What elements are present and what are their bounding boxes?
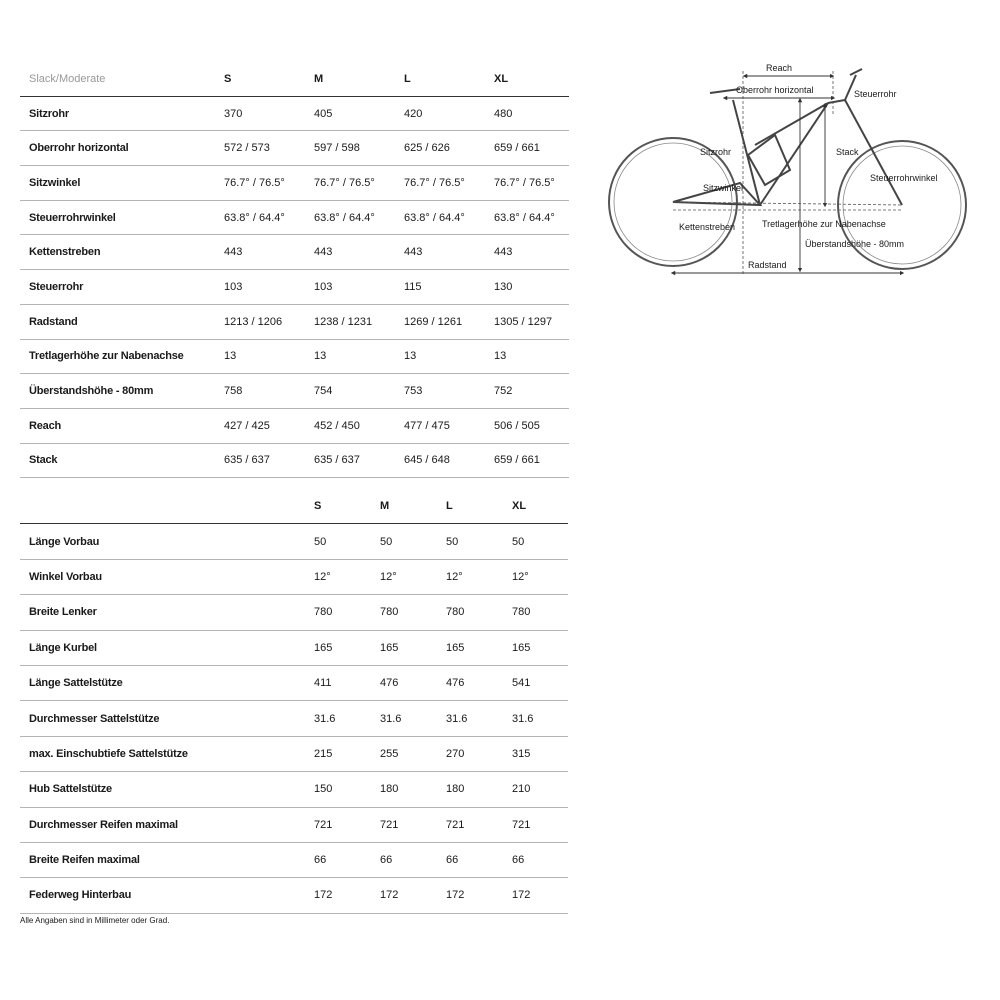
geometry-cell: 1238 / 1231 — [314, 315, 373, 328]
components-cell: 476 — [446, 677, 465, 690]
geometry-row — [20, 408, 569, 443]
variant-label: Slack/Moderate — [29, 72, 106, 85]
geometry-cell: 427 / 425 — [224, 419, 270, 432]
label-sitzrohr: Sitzrohr — [700, 147, 732, 157]
geometry-row — [20, 270, 569, 305]
size-header-m: M — [314, 72, 324, 85]
components-cell: 476 — [380, 677, 399, 690]
components-row-label: Länge Vorbau — [29, 535, 100, 548]
geometry-cell: 13 — [494, 350, 507, 363]
components-cell: 780 — [314, 606, 333, 619]
label-sitzwinkel: Sitzwinkel — [703, 183, 744, 193]
geometry-cell: 635 / 637 — [224, 454, 270, 467]
geometry-cell: 1269 / 1261 — [404, 315, 463, 328]
components-cell: 12° — [314, 570, 331, 583]
components-cell: 215 — [314, 747, 333, 760]
geometry-cell: 443 — [314, 246, 333, 259]
components-cell: 12° — [380, 570, 397, 583]
components-cell: 12° — [512, 570, 529, 583]
geometry-row — [20, 235, 569, 270]
geometry-row — [20, 339, 569, 374]
components-cell: 31.6 — [446, 712, 468, 725]
components-cell: 411 — [314, 677, 332, 690]
geometry-cell: 115 — [404, 280, 422, 293]
components-row-label: Länge Sattelstütze — [29, 677, 123, 690]
components-cell: 210 — [512, 783, 531, 796]
components-cell: 780 — [512, 606, 531, 619]
components-row-label: Länge Kurbel — [29, 641, 97, 654]
components-corner — [20, 489, 305, 524]
geometry-cell: 63.8° / 64.4° — [494, 211, 555, 224]
components-cell: 721 — [314, 818, 333, 831]
geometry-row — [20, 374, 569, 409]
label-ueberstand: Überstandshöhe - 80mm — [805, 239, 905, 249]
geometry-row-label: Oberrohr horizontal — [29, 142, 129, 155]
geometry-cell: 443 — [224, 246, 243, 259]
components-cell: 66 — [446, 854, 459, 867]
geometry-cell: 625 / 626 — [404, 142, 450, 155]
components-row — [20, 524, 568, 559]
geometry-cell: 13 — [314, 350, 327, 363]
geometry-cell: 1305 / 1297 — [494, 315, 553, 328]
comp-size-header-l: L — [446, 500, 453, 513]
geometry-cell: 1213 / 1206 — [224, 315, 283, 328]
size-header-s: S — [224, 72, 232, 85]
components-cell: 721 — [512, 818, 531, 831]
components-cell: 12° — [446, 570, 463, 583]
components-cell: 50 — [314, 535, 327, 548]
components-cell: 541 — [512, 677, 531, 690]
components-row — [20, 630, 568, 665]
geometry-cell: 405 — [314, 107, 333, 120]
geometry-cell: 13 — [404, 350, 417, 363]
components-cell: 315 — [512, 747, 531, 760]
geometry-row-label: Steuerrohr — [29, 280, 84, 293]
label-stack: Stack — [836, 147, 859, 157]
comp-size-header-s: S — [314, 500, 322, 513]
geometry-cell: 645 / 648 — [404, 454, 450, 467]
components-row — [20, 595, 568, 630]
geometry-cell: 659 / 661 — [494, 142, 540, 155]
components-row — [20, 665, 568, 700]
components-cell: 66 — [314, 854, 327, 867]
geometry-cell: 76.7° / 76.5° — [404, 176, 465, 189]
components-cell: 66 — [380, 854, 393, 867]
geometry-cell: 477 / 475 — [404, 419, 450, 432]
components-cell: 721 — [446, 818, 465, 831]
size-header-xl: XL — [494, 72, 509, 85]
geometry-cell: 63.8° / 64.4° — [314, 211, 375, 224]
components-row — [20, 878, 568, 913]
components-row-label: Durchmesser Sattelstütze — [29, 712, 160, 725]
components-row — [20, 807, 568, 842]
geometry-row-label: Radstand — [29, 315, 78, 328]
geometry-cell: 572 / 573 — [224, 142, 270, 155]
components-cell: 50 — [512, 535, 525, 548]
components-row-label: max. Einschubtiefe Sattelstütze — [29, 747, 188, 760]
geometry-cell: 76.7° / 76.5° — [494, 176, 555, 189]
components-cell: 165 — [314, 641, 333, 654]
label-tretlager: Tretlagerhöhe zur Nabenachse — [762, 219, 886, 229]
components-row — [20, 736, 568, 771]
components-cell: 150 — [314, 783, 333, 796]
components-cell: 180 — [446, 783, 465, 796]
components-cell: 255 — [380, 747, 399, 760]
geometry-cell: 63.8° / 64.4° — [404, 211, 465, 224]
components-row-label: Hub Sattelstütze — [29, 783, 112, 796]
components-row — [20, 559, 568, 594]
geometry-row-label: Überstandshöhe - 80mm — [29, 385, 154, 398]
geometry-cell: 420 — [404, 107, 423, 120]
label-steuerrohrwinkel: Steuerrohrwinkel — [870, 173, 938, 183]
geometry-cell: 659 / 661 — [494, 454, 540, 467]
bike-geometry-diagram — [600, 55, 980, 290]
geometry-row — [20, 96, 569, 131]
components-row-label: Breite Reifen maximal — [29, 854, 140, 867]
geometry-cell: 443 — [494, 246, 513, 259]
components-cell: 780 — [446, 606, 465, 619]
label-kettenstreben: Kettenstreben — [679, 222, 736, 232]
size-header-l: L — [404, 72, 411, 85]
components-cell: 172 — [512, 889, 531, 902]
geometry-row-label: Reach — [29, 419, 62, 432]
geometry-cell: 103 — [224, 280, 243, 293]
components-row-label: Federweg Hinterbau — [29, 889, 132, 902]
geometry-cell: 480 — [494, 107, 513, 120]
comp-size-header-xl: XL — [512, 500, 527, 513]
components-header-row — [20, 489, 568, 524]
footnote: Alle Angaben sind in Millimeter oder Grad. — [20, 916, 170, 925]
components-row-label: Winkel Vorbau — [29, 570, 102, 583]
components-row-label: Breite Lenker — [29, 606, 97, 619]
label-steuerrohr: Steuerrohr — [854, 89, 897, 99]
geometry-row-label: Sitzrohr — [29, 107, 69, 120]
geometry-row — [20, 304, 569, 339]
geometry-row-label: Sitzwinkel — [29, 176, 81, 189]
label-reach: Reach — [766, 63, 793, 73]
components-cell: 50 — [446, 535, 459, 548]
components-row — [20, 842, 568, 877]
geometry-cell: 76.7° / 76.5° — [314, 176, 375, 189]
label-oberrohr: Oberrohr horizontal — [736, 85, 814, 95]
geometry-cell: 63.8° / 64.4° — [224, 211, 285, 224]
components-cell: 721 — [380, 818, 399, 831]
geometry-cell: 103 — [314, 280, 333, 293]
geometry-cell: 130 — [494, 280, 513, 293]
components-row — [20, 701, 568, 736]
geometry-row-label: Stack — [29, 454, 58, 467]
geometry-cell: 13 — [224, 350, 237, 363]
geometry-row — [20, 131, 569, 166]
components-cell: 172 — [446, 889, 465, 902]
geometry-cell: 597 / 598 — [314, 142, 360, 155]
components-cell: 172 — [314, 889, 333, 902]
components-row — [20, 772, 568, 807]
components-table — [20, 489, 568, 914]
geometry-cell: 452 / 450 — [314, 419, 360, 432]
components-cell: 31.6 — [314, 712, 336, 725]
geometry-cell: 443 — [404, 246, 423, 259]
geometry-row-label: Kettenstreben — [29, 246, 101, 259]
geometry-cell: 76.7° / 76.5° — [224, 176, 285, 189]
geometry-header-row — [20, 62, 569, 96]
components-cell: 165 — [446, 641, 465, 654]
geometry-cell: 753 — [404, 385, 423, 398]
components-cell: 50 — [380, 535, 393, 548]
geometry-cell: 506 / 505 — [494, 419, 540, 432]
geometry-row — [20, 200, 569, 235]
geometry-cell: 758 — [224, 385, 243, 398]
components-cell: 172 — [380, 889, 399, 902]
components-cell: 780 — [380, 606, 399, 619]
components-cell: 31.6 — [380, 712, 402, 725]
geometry-row — [20, 166, 569, 201]
geometry-cell: 752 — [494, 385, 513, 398]
geometry-row-label: Steuerrohrwinkel — [29, 211, 116, 224]
geometry-row-label: Tretlagerhöhe zur Nabenachse — [29, 350, 184, 363]
components-cell: 165 — [512, 641, 531, 654]
geometry-row — [20, 443, 569, 478]
geometry-table — [20, 62, 569, 478]
components-row-label: Durchmesser Reifen maximal — [29, 818, 178, 831]
components-cell: 31.6 — [512, 712, 534, 725]
geometry-cell: 635 / 637 — [314, 454, 360, 467]
geometry-cell: 370 — [224, 107, 243, 120]
components-cell: 66 — [512, 854, 525, 867]
components-cell: 165 — [380, 641, 399, 654]
label-radstand: Radstand — [748, 260, 787, 270]
components-cell: 270 — [446, 747, 465, 760]
geometry-cell: 754 — [314, 385, 333, 398]
comp-size-header-m: M — [380, 500, 390, 513]
components-cell: 180 — [380, 783, 399, 796]
